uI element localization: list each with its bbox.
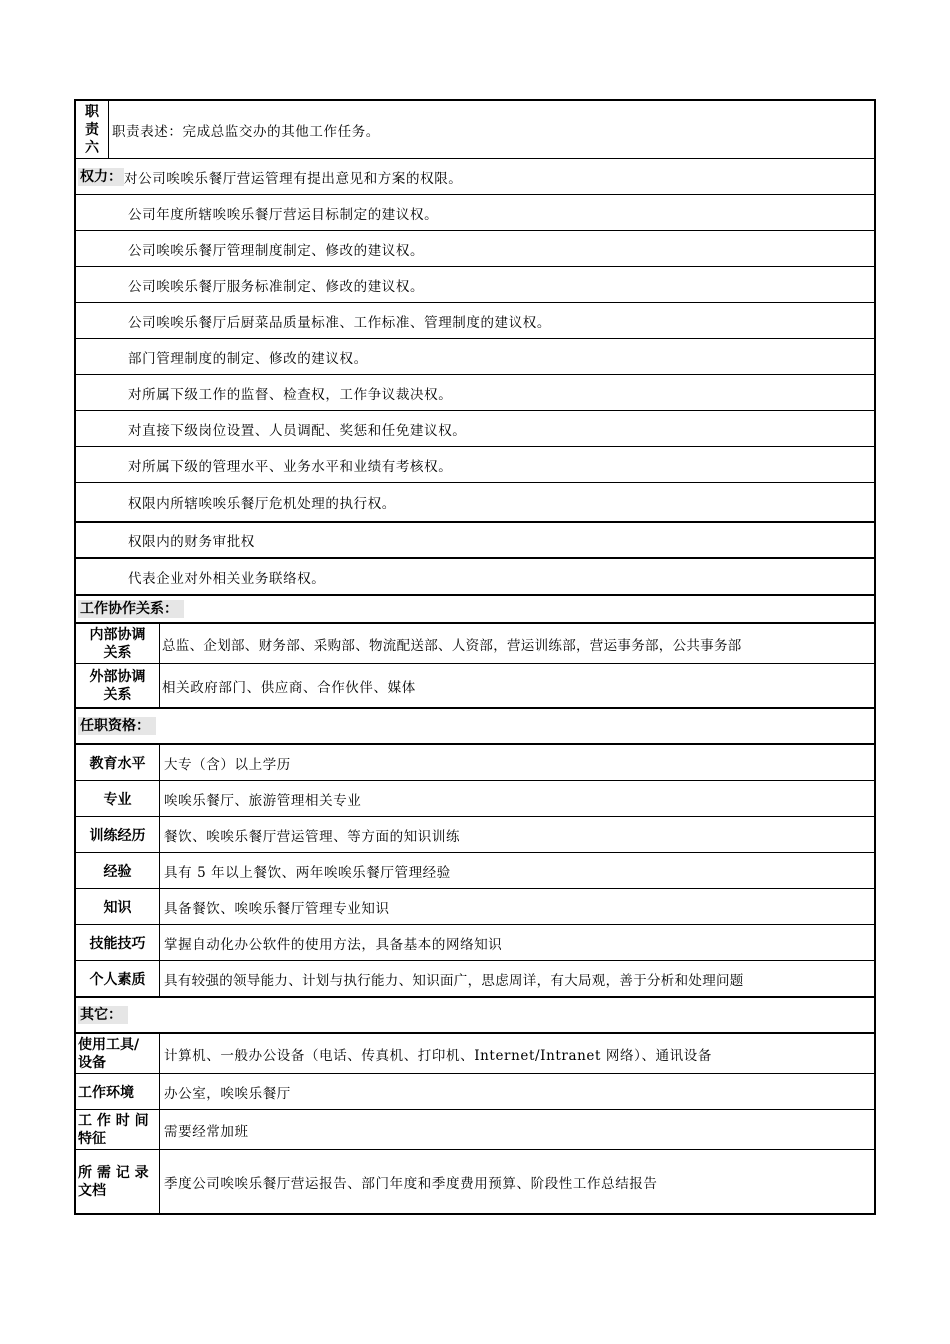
hours-label-line1: 工 作 时 间	[78, 1112, 149, 1129]
authority-item	[76, 303, 874, 339]
duty6-label-char: 六	[85, 139, 99, 156]
environment-label: 工作环境	[76, 1074, 160, 1109]
authority-item	[76, 559, 874, 596]
qualification-label: 教育水平	[76, 745, 160, 780]
authority-item	[76, 447, 874, 483]
duty6-label	[76, 101, 109, 158]
qualification-row	[76, 745, 874, 781]
authority-item	[76, 523, 874, 559]
authority-item	[76, 411, 874, 447]
others-header: 其它：	[78, 1006, 128, 1024]
others-tools-row	[76, 1034, 874, 1074]
duty6-row	[76, 101, 874, 159]
authority-item-text: 公司唉唉乐餐厅管理制度制定、修改的建议权。	[128, 242, 425, 259]
qualification-label: 个人素质	[76, 961, 160, 996]
qualification-row	[76, 781, 874, 817]
external-label-line2: 关系	[103, 686, 132, 703]
qualifications-header-row	[76, 709, 874, 745]
duty6-text: 职责表述：完成总监交办的其他工作任务。	[112, 123, 380, 140]
job-description-table	[74, 99, 876, 1215]
others-header-row	[76, 998, 874, 1034]
qualification-value: 具备餐饮、唉唉乐餐厅管理专业知识	[164, 900, 390, 917]
authority-item-text: 对所属下级的管理水平、业务水平和业绩有考核权。	[128, 458, 453, 475]
others-hours-row	[76, 1110, 874, 1150]
tools-value: 计算机、一般办公设备（电话、传真机、打印机、Internet/Intranet 网络）、通讯设备	[164, 1047, 712, 1064]
external-label-line1: 外部协调	[89, 668, 146, 685]
qualification-label: 经验	[76, 853, 160, 888]
qualification-value: 大专（含）以上学历	[164, 756, 291, 773]
others-environment-row	[76, 1074, 874, 1110]
records-label-line2: 文档	[78, 1182, 106, 1199]
authority-item	[76, 339, 874, 375]
cooperation-internal-row	[76, 624, 874, 664]
hours-label	[76, 1110, 160, 1149]
qualification-label: 训练经历	[76, 817, 160, 852]
others-header-cell	[78, 998, 874, 1032]
cooperation-external-row	[76, 664, 874, 709]
qualification-row	[76, 817, 874, 853]
qualifications-header: 任职资格：	[78, 717, 156, 735]
external-value: 相关政府部门、供应商、合作伙伴、媒体	[162, 679, 416, 696]
qualification-label: 知识	[76, 889, 160, 924]
authority-item	[76, 231, 874, 267]
authority-item-text: 对所属下级工作的监督、检查权，工作争议裁决权。	[128, 386, 453, 403]
cooperation-header: 工作协作关系：	[78, 600, 184, 618]
authority-item	[76, 267, 874, 303]
authority-item-text: 权限内所辖唉唉乐餐厅危机处理的执行权。	[128, 496, 396, 512]
qualification-value: 具有较强的领导能力、计划与执行能力、知识面广，思虑周详，有大局观，善于分析和处理问题	[164, 972, 744, 989]
hours-value: 需要经常加班	[164, 1123, 249, 1140]
internal-label	[76, 624, 160, 663]
duty6-label-char: 职	[85, 103, 99, 120]
tools-label	[76, 1034, 160, 1073]
authority-item-text: 公司唉唉乐餐厅后厨菜品质量标准、工作标准、管理制度的建议权。	[128, 314, 551, 331]
qualification-row	[76, 961, 874, 998]
internal-label-line2: 关系	[103, 644, 132, 661]
records-value: 季度公司唉唉乐餐厅营运报告、部门年度和季度费用预算、阶段性工作总结报告	[164, 1175, 658, 1192]
cooperation-header-cell	[78, 596, 874, 622]
authority-item	[76, 483, 874, 523]
authority-header-row	[76, 159, 874, 195]
cooperation-header-row	[76, 596, 874, 624]
qualification-label: 技能技巧	[76, 925, 160, 960]
qualification-row	[76, 853, 874, 889]
others-records-row	[76, 1150, 874, 1213]
authority-header-cell	[78, 159, 874, 194]
authority-summary: 对公司唉唉乐餐厅营运管理有提出意见和方案的权限。	[124, 170, 463, 187]
qualification-value: 餐饮、唉唉乐餐厅营运管理、等方面的知识训练	[164, 828, 461, 845]
authority-item	[76, 375, 874, 411]
external-label	[76, 664, 160, 707]
qualification-value: 具有 5 年以上餐饮、两年唉唉乐餐厅管理经验	[164, 864, 451, 881]
qualification-label: 专业	[76, 781, 160, 816]
authority-item-text: 公司唉唉乐餐厅服务标准制定、修改的建议权。	[128, 278, 425, 295]
duty6-label-char: 责	[85, 121, 99, 138]
records-label	[76, 1150, 160, 1213]
qualification-row	[76, 925, 874, 961]
environment-value: 办公室，唉唉乐餐厅	[164, 1085, 291, 1102]
qualification-row	[76, 889, 874, 925]
authority-item-text: 代表企业对外相关业务联络权。	[128, 570, 326, 587]
records-label-line1: 所 需 记 录	[78, 1164, 149, 1181]
qualification-value: 掌握自动化办公软件的使用方法，具备基本的网络知识	[164, 936, 503, 953]
internal-label-line1: 内部协调	[89, 626, 146, 643]
hours-label-line2: 特征	[78, 1130, 106, 1147]
authority-header: 权力：	[80, 168, 122, 185]
authority-item-text: 部门管理制度的制定、修改的建议权。	[128, 350, 368, 367]
authority-item-text: 权限内的财务审批权	[128, 534, 255, 550]
tools-label-line1: 使用工具/	[78, 1036, 140, 1053]
qualifications-header-cell	[78, 709, 874, 743]
qualification-value: 唉唉乐餐厅、旅游管理相关专业	[164, 792, 362, 809]
authority-item-text: 公司年度所辖唉唉乐餐厅营运目标制定的建议权。	[128, 206, 439, 223]
authority-item	[76, 195, 874, 231]
tools-label-line2: 设备	[78, 1054, 106, 1071]
authority-item-text: 对直接下级岗位设置、人员调配、奖惩和任免建议权。	[128, 422, 467, 439]
internal-value: 总监、企划部、财务部、采购部、物流配送部、人资部，营运训练部，营运事务部，公共事务部	[162, 637, 742, 654]
